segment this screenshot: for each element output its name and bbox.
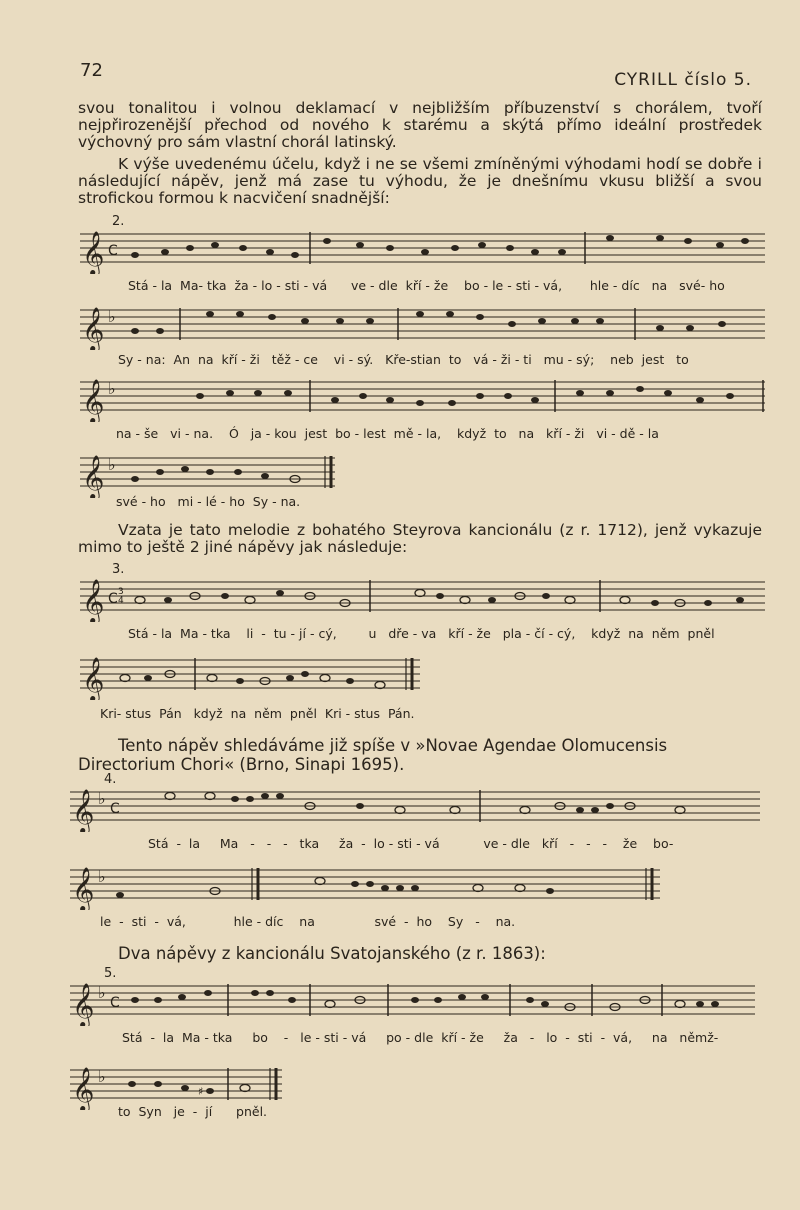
svg-text:♭: ♭ <box>108 455 116 474</box>
lyrics-4b: le - sti - vá, hle - díc na své - ho Sy - na. <box>100 914 516 929</box>
svg-text:𝄞: 𝄞 <box>72 983 95 1026</box>
music-staff-2d <box>80 446 340 498</box>
svg-text:𝄞: 𝄞 <box>72 789 95 832</box>
svg-text:C: C <box>108 243 118 259</box>
lyrics-3b: Kri- stus Pán když na něm pněl Kri - stus Pán. <box>100 706 415 721</box>
music-staff-5b <box>70 1058 290 1110</box>
example-number-4: 4. <box>104 772 117 787</box>
svg-text:C: C <box>110 801 120 817</box>
svg-text:𝄞: 𝄞 <box>82 231 105 274</box>
lyrics-4a: Stá - la Ma - - - tka ža - lo - sti - vá ve - dle kří - - - že bo- <box>148 836 674 851</box>
svg-text:𝄞: 𝄞 <box>82 379 105 422</box>
paragraph-1: svou tonalitou i volnou deklamací v nejbližším příbuzenství s chorálem, tvoří nejpřirozenější přechod od nového k starému a skýtá přímo ideální prostředek výchovný pro sám vlastní chorál latinský. <box>78 99 762 151</box>
svg-text:♭: ♭ <box>108 307 116 326</box>
music-staff-5a <box>70 974 760 1026</box>
svg-text:♭: ♭ <box>98 983 106 1002</box>
lyrics-2c: na - še vi - na. Ó ja - kou jest bo - lest mě - la, když to na kří - ži vi - dě - la <box>116 426 659 441</box>
svg-text:𝄞: 𝄞 <box>82 579 105 622</box>
music-staff-4b <box>70 858 670 910</box>
svg-text:♭: ♭ <box>98 867 106 886</box>
example-number-2: 2. <box>112 214 125 229</box>
lyrics-2a: Stá - la Ma- tka ža - lo - sti - vá ve - dle kří - že bo - le - sti - vá, hle - díc na své- ho <box>128 278 725 293</box>
lyrics-5a: Stá - la Ma - tka bo - le - sti - vá po - dle kří - že ža - lo - sti - vá, na němž- <box>122 1030 719 1045</box>
music-staff-2b <box>80 298 765 350</box>
music-staff-4a <box>70 780 760 832</box>
paragraph-3: Vzata je tato melodie z bohatého Steyrova kancionálu (z r. 1712), jenž vykazuje mimo to ještě 2 jiné nápěvy jak následuje: <box>78 521 762 556</box>
paragraph-2: K výše uvedenému účelu, když i ne se všemi zmíněnými výhodami hodí se dobře i následující nápěv, jenž má zase tu výhodu, že je dnešnímu vkusu bližší a svou strofickou formou k nacvičení snadnější: <box>78 155 762 207</box>
lyrics-5b: to Syn je - jí pněl. <box>118 1104 268 1119</box>
running-title: CYRILL číslo 5. <box>614 70 752 90</box>
svg-text:♯: ♯ <box>198 1085 204 1098</box>
svg-text:♭: ♭ <box>98 789 106 808</box>
music-staff-2c <box>80 370 765 422</box>
svg-text:C: C <box>110 995 120 1011</box>
svg-text:𝄞: 𝄞 <box>82 307 105 350</box>
paragraph-5: Dva nápěvy z kancionálu Svatojanského (z r. 1863): <box>118 944 546 963</box>
svg-text:𝄞: 𝄞 <box>72 1067 95 1110</box>
svg-text:3: 3 <box>118 587 124 597</box>
svg-text:𝄞: 𝄞 <box>72 867 95 910</box>
lyrics-2d: své - ho mi - lé - ho Sy - na. <box>116 494 301 509</box>
paragraph-4: Tento nápěv shledáváme již spíše v »Novae Agendae Olomucensis Directorium Chori« (Brno, Sinapi 1695). <box>78 736 668 774</box>
page-number: 72 <box>80 60 103 81</box>
svg-text:𝄞: 𝄞 <box>82 455 105 498</box>
music-staff-3b <box>80 648 425 700</box>
svg-text:4: 4 <box>118 596 124 606</box>
example-number-5: 5. <box>104 966 117 981</box>
svg-text:♭: ♭ <box>98 1067 106 1086</box>
lyrics-3a: Stá - la Ma - tka li - tu - jí - cý, u dře - va kří - že pla - čí - cý, když na něm pněl <box>128 626 715 641</box>
example-number-3: 3. <box>112 562 125 577</box>
svg-text:C: C <box>108 591 118 607</box>
music-staff-2a <box>80 222 765 274</box>
svg-text:♭: ♭ <box>108 379 116 398</box>
lyrics-2b: Sy - na: An na kří - ži těž - ce vi - sý. Kře-stian to vá - ži - ti mu - sý; neb jest to <box>118 352 689 367</box>
music-staff-3a <box>80 570 765 622</box>
svg-text:𝄞: 𝄞 <box>82 657 105 700</box>
